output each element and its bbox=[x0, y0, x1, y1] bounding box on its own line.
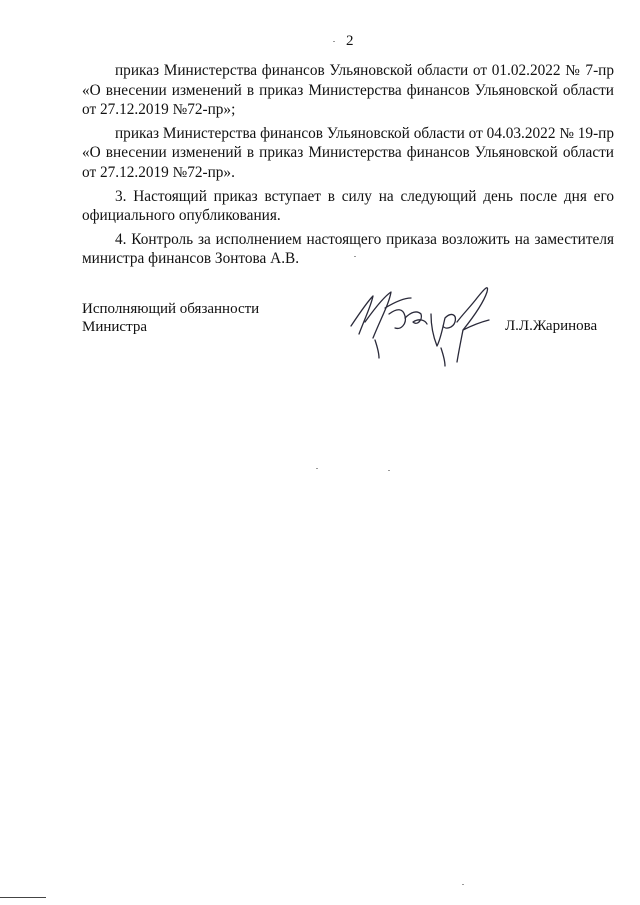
position-line-1: Исполняющий обязанности bbox=[82, 301, 260, 317]
paragraph-effective-date: 3. Настоящий приказ вступает в силу на следующий день после дня его официального опубликования. bbox=[82, 187, 614, 225]
scan-speck bbox=[354, 256, 356, 257]
scan-speck bbox=[462, 884, 464, 885]
scan-speck bbox=[333, 41, 335, 42]
document-body bbox=[82, 61, 614, 273]
paragraph-order-reference-1: приказ Министерства финансов Ульяновской области от 01.02.2022 № 7-пр «О внесении изменений в приказ Министерства финансов Ульяновской области от 27.12.2019 №72-пр»; bbox=[82, 62, 614, 119]
position-line-2: Министра bbox=[82, 319, 147, 335]
handwritten-signature-icon bbox=[345, 278, 505, 370]
signer-name: Л.Л.Жаринова bbox=[505, 318, 598, 334]
paragraph-control: 4. Контроль за исполнением настоящего приказа возложить на заместителя министра финансов Зонтова А.В. bbox=[82, 230, 614, 268]
paragraph-order-reference-2: приказ Министерства финансов Ульяновской области от 04.03.2022 № 19-пр «О внесении изменений в приказ Министерства финансов Ульяновской области от 27.12.2019 №72-пр». bbox=[82, 124, 614, 181]
scan-speck bbox=[388, 470, 390, 471]
page-number: 2 bbox=[346, 33, 354, 49]
signatory-position bbox=[82, 300, 259, 336]
footer-rule bbox=[0, 897, 46, 898]
scan-speck bbox=[316, 468, 318, 469]
